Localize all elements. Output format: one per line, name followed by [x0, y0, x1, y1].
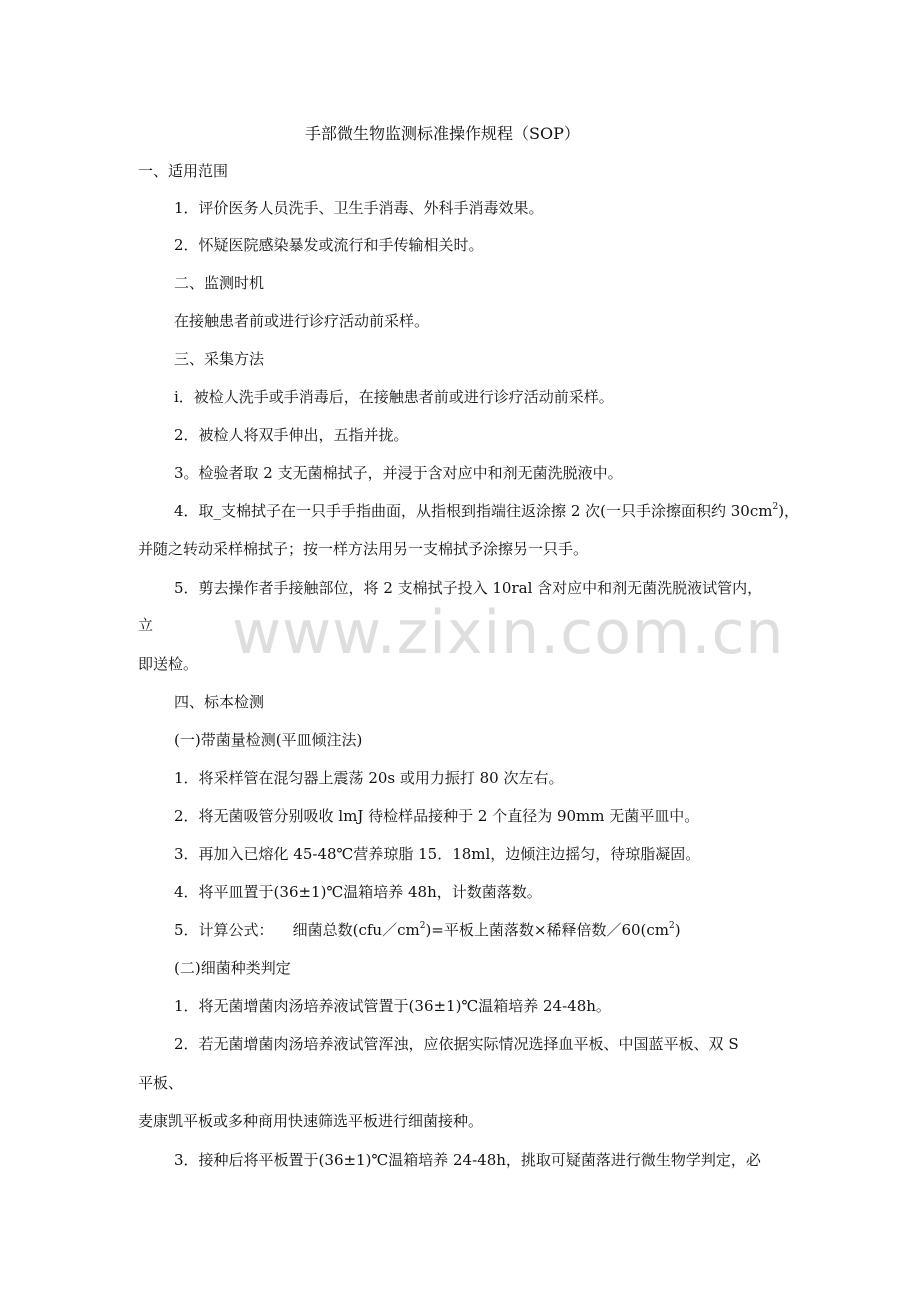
subsection-heading: (二)细菌种类判定	[174, 959, 291, 977]
paragraph: 3．再加入已熔化 45-48℃营养琼脂 15．18ml，边倾注边摇匀，待琼脂凝固。	[174, 845, 701, 863]
document-title: 手部微生物监测标准操作规程（SOP）	[305, 124, 580, 143]
section-heading: 一、适用范围	[138, 162, 229, 180]
paragraph: 5．剪去操作者手接触部位，将 2 支棉拭子投入 10ral 含对应中和剂无菌洗脱液试管内，	[174, 579, 763, 597]
paragraph: 1．将采样管在混匀器上震荡 20s 或用力振打 80 次左右。	[174, 769, 564, 787]
section-heading: 四、标本检测	[174, 693, 265, 711]
text-segment: 5．计算公式： 细菌总数(cfu／cm	[174, 921, 420, 939]
paragraph: 麦康凯平板或多种商用快速筛选平板进行细菌接种。	[138, 1112, 484, 1130]
paragraph: 立	[138, 616, 154, 634]
text-segment: )	[674, 921, 681, 939]
subsection-heading: (一)带菌量检测(平皿倾注法)	[174, 731, 363, 749]
paragraph: 2．怀疑医院感染暴发或流行和手传输相关时。	[174, 236, 484, 254]
text-segment: )，	[778, 502, 800, 520]
paragraph: 1．评价医务人员洗手、卫生手消毒、外科手消毒效果。	[174, 199, 544, 217]
superscript: 2	[772, 502, 779, 512]
paragraph: 即送检。	[138, 655, 199, 673]
paragraph: 2．若无菌增菌肉汤培养液试管浑浊，应依据实际情况选择血平板、中国蓝平板、双 S	[174, 1035, 739, 1053]
formula-line	[174, 920, 681, 940]
paragraph: 4．将平皿置于(36±1)℃温箱培养 48h，计数菌落数。	[174, 883, 542, 901]
paragraph: 2．将无菌吸管分别吸收 lmJ 待检样品接种于 2 个直径为 90mm 无菌平皿中。	[174, 807, 700, 825]
paragraph: 平板、	[138, 1074, 184, 1092]
paragraph: 3。检验者取 2 支无菌棉拭子，并浸于含对应中和剂无菌洗脱液中。	[174, 464, 623, 482]
paragraph	[174, 501, 799, 521]
paragraph: 2．被检人将双手伸出，五指并拢。	[174, 426, 409, 444]
paragraph: 在接触患者前或进行诊疗活动前采样。	[174, 312, 430, 330]
paragraph: i．被检人洗手或手消毒后，在接触患者前或进行诊疗活动前采样。	[174, 388, 614, 406]
text-segment: 4．取_支棉拭子在一只手手指曲面，从指根到指端往返涂擦 2 次(一只手涂擦面积约 30cm	[174, 502, 773, 520]
paragraph: 并随之转动采样棉拭子；按一样方法用另一支棉拭予涂擦另一只手。	[138, 540, 589, 558]
section-heading: 三、采集方法	[174, 350, 265, 368]
superscript: 2	[669, 921, 675, 931]
text-segment: )=平板上菌落数×稀释倍数／60(cm	[425, 921, 670, 939]
section-heading: 二、监测时机	[174, 274, 265, 292]
paragraph: 1．将无菌增菌肉汤培养液试管置于(36±1)℃温箱培养 24-48h。	[174, 997, 611, 1015]
superscript: 2	[419, 921, 426, 931]
watermark: www.zixin.com.cn	[232, 598, 785, 668]
paragraph: 3．接种后将平板置于(36±1)℃温箱培养 24-48h，挑取可疑菌落进行微生物学判定，必	[174, 1151, 761, 1169]
